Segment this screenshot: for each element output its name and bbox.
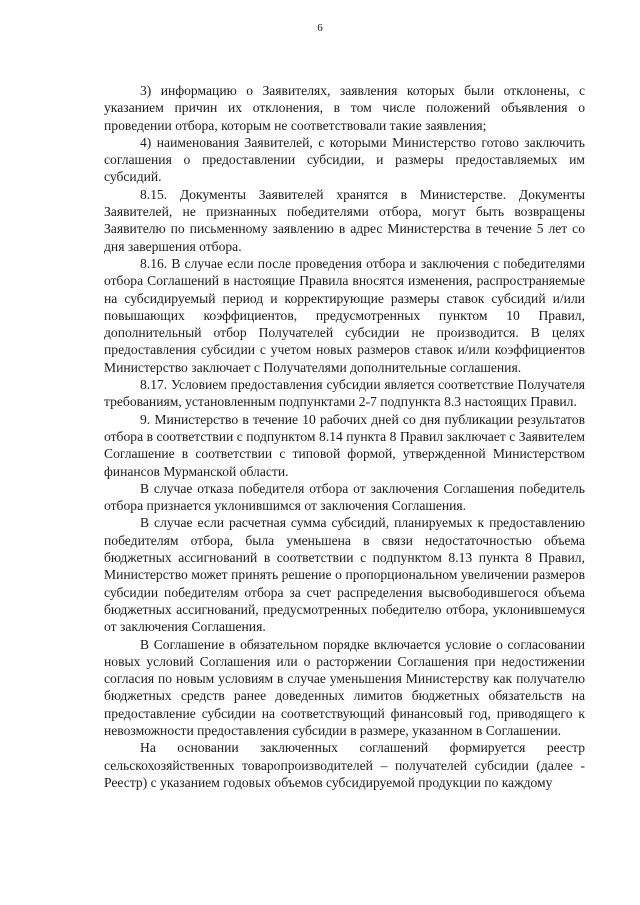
paragraph-9: 9. Министерство в течение 10 рабочих дней со дня публикации результатов отбора в соответствии с подпунктом 8.14 пункта 8 Правил заключает с Заявителем Соглашение в соответствии с типовой формой, утвержденной Министерством финансов Мурманской области. <box>104 411 585 479</box>
paragraph-8-16: 8.16. В случае если после проведения отбора и заключения с победителями отбора Соглашений в настоящие Правила вносятся изменения, распространяемые на субсидируемый период и корректирующие размеры ставок субсидий и/или повышающих коэффициентов, предусмотренных пунктом 10 Правил, дополнительный отбор Получателей субсидии не производится. В целях предоставления субсидии с учетом новых размеров ставок и/или коэффициентов Министерство заключает с Получателями дополнительные соглашения. <box>104 255 585 375</box>
page-number: 6 <box>317 22 323 34</box>
paragraph-refusal: В случае отказа победителя отбора от заключения Соглашения победитель отбора признается уклонившимся от заключения Соглашения. <box>104 480 585 514</box>
paragraph-8-17: 8.17. Условием предоставления субсидии является соответствие Получателя требованиям, установленным подпунктами 2-7 подпункта 8.3 настоящих Правил. <box>104 377 585 410</box>
paragraph-item-3: 3) информацию о Заявителях, заявления которых были отклонены, с указанием причин их отклонения, в том числе положений объявления о проведении отбора, которым не соответствовали такие заявления; <box>104 83 585 133</box>
document-body <box>104 82 585 791</box>
paragraph-reduction: В случае если расчетная сумма субсидий, планируемых к предоставлению победителям отбора, была уменьшена в связи недостаточностью объема бюджетных ассигнований в соответствии с подпунктом 8.13 пункта 8 Правил, Министерство может принять решение о пропорциональном увеличении размеров субсидии победителям отбора за счет распределения высвободившегося объема бюджетных ассигнований, предусмотренных победителю отбора, уклонившемуся от заключения Соглашения. <box>104 515 585 635</box>
paragraph-agreement-terms: В Соглашение в обязательном порядке включается условие о согласовании новых условий Соглашения или о расторжении Соглашения при недостижении согласия по новым условиям в случае уменьшения Министерству как получателю бюджетных средств ранее доведенных лимитов бюджетных обязательств на предоставление субсидии на соответствующий финансовый год, приводящего к невозможности предоставления субсидии в размере, указанном в Соглашении. <box>104 636 585 738</box>
paragraph-registry: На основании заключенных соглашений формируется реестр сельскохозяйственных товаропроизводителей – получателей субсидии (далее - Реестр) с указанием годовых объемов субсидируемой продукции по каждому <box>104 740 585 790</box>
paragraph-item-4: 4) наименования Заявителей, с которыми Министерство готово заключить соглашения о предоставлении субсидии, и размеры предоставляемых им субсидий. <box>104 134 585 185</box>
paragraph-8-15: 8.15. Документы Заявителей хранятся в Министерстве. Документы Заявителей, не признанных победителями отбора, могут быть возвращены Заявителю по письменному заявлению в адрес Министерства в течение 5 лет со дня завершения отбора. <box>104 186 585 254</box>
